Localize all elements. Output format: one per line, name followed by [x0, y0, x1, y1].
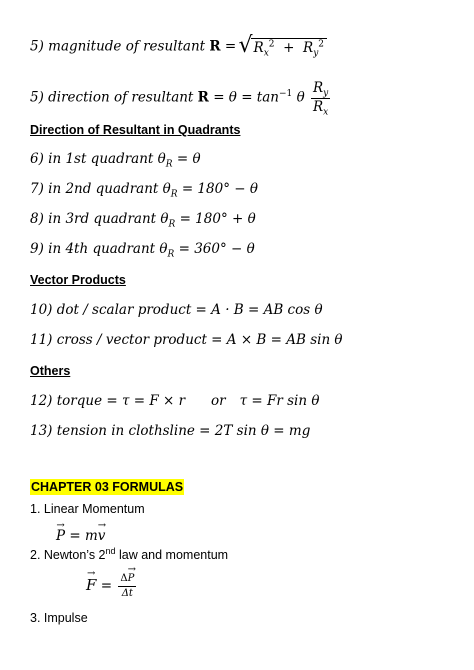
quadrant-2-sub: R [170, 189, 178, 200]
formula-direction [30, 80, 332, 118]
ry-base: R [303, 40, 314, 56]
quadrant-4-rhs: = 360° − θ [174, 241, 255, 257]
plus-sign: + [283, 40, 295, 56]
momentum-v-vector: → v [98, 530, 106, 544]
formula-cross-product: 11) cross / vector product = A × B = AB sin θ [30, 332, 343, 348]
quadrant-3-label: 8) in 3rd quadrant θ [30, 211, 169, 227]
direction-inverse: −1 [278, 89, 293, 99]
item-linear-momentum: 1. Linear Momentum [30, 502, 145, 516]
rx-base: R [253, 40, 264, 56]
others-heading: Others [30, 364, 71, 378]
quadrants-heading: Direction of Resultant in Quadrants [30, 123, 241, 137]
quadrant-1-sub: R [165, 159, 173, 170]
direction-eq: = θ = tan [213, 89, 279, 106]
quadrant-4-label: 9) in 4th quadrant θ [30, 241, 168, 257]
formula-dot-product: 10) dot / scalar product = A · B = AB cos θ [30, 302, 323, 318]
magnitude-label: 5) magnitude of resultant [30, 38, 206, 55]
chapter-heading: CHAPTER 03 FORMULAS [31, 480, 184, 494]
torque-or: or [211, 393, 226, 409]
item-newton-law [30, 545, 229, 562]
formula-momentum [56, 530, 105, 544]
formula-magnitude [30, 33, 327, 59]
ry-sub: y [313, 48, 319, 59]
quadrant-1-label: 6) in 1st quadrant θ [30, 151, 166, 167]
quadrant-3 [30, 211, 256, 230]
quadrant-2-rhs: = 180° − θ [177, 181, 258, 197]
formula-newton [86, 574, 138, 599]
newton-fraction [118, 574, 136, 599]
formula-tension: 13) tension in clothsline = 2T sin θ = mg [30, 423, 311, 439]
newton-label-a: 2. Newton’s 2 [30, 548, 106, 562]
rx-sub: x [263, 48, 269, 59]
direction-label: 5) direction of resultant [30, 89, 194, 106]
ry-square: 2 [318, 39, 325, 50]
quadrant-2-label: 7) in 2nd quadrant θ [30, 181, 171, 197]
newton-label-b: law and momentum [115, 548, 229, 562]
radical-sign: √ [238, 33, 253, 58]
formula-torque [30, 395, 319, 409]
vector-products-heading: Vector Products [30, 273, 126, 287]
torque-left: 12) torque = τ = F × r [30, 393, 186, 409]
rx-square: 2 [268, 39, 275, 50]
newton-delta: Δ [120, 573, 128, 584]
newton-f-vector: → F [86, 578, 96, 593]
quadrant-2 [30, 181, 258, 200]
momentum-p-vector: → P [56, 530, 65, 544]
quadrant-4 [30, 241, 255, 260]
newton-denominator: Δt [121, 588, 133, 599]
chapter-heading-wrap [30, 478, 184, 494]
denominator-sub: x [323, 107, 329, 118]
newton-equals: = [96, 578, 117, 594]
direction-R: R [197, 89, 209, 106]
magnitude-R: R [209, 38, 221, 55]
quadrant-1 [30, 151, 201, 170]
fraction-numerator: R [313, 80, 324, 96]
fraction-denominator: R [313, 98, 324, 115]
quadrant-4-sub: R [167, 249, 175, 260]
magnitude-equals: = [224, 38, 237, 55]
direction-fraction [311, 80, 330, 118]
newton-sup: nd [105, 545, 116, 556]
quadrant-1-rhs: = θ [172, 151, 201, 167]
direction-theta: θ [296, 89, 305, 106]
numerator-sub: y [323, 88, 329, 99]
quadrant-3-sub: R [168, 219, 176, 230]
sqrt-expression [238, 33, 327, 59]
item-impulse: 3. Impulse [30, 611, 88, 625]
torque-right: τ = Fr sin θ [239, 393, 320, 409]
quadrant-3-rhs: = 180° + θ [175, 211, 256, 227]
momentum-equals: = m [65, 528, 98, 544]
newton-p-vector: → P [128, 574, 135, 584]
